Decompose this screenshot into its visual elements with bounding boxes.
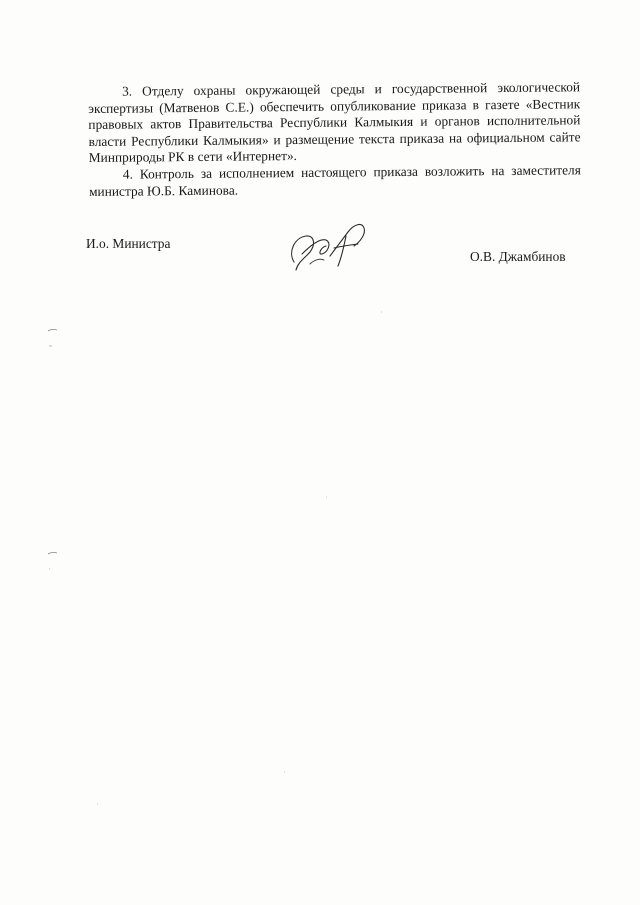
signatory-name: О.В. Джамбинов bbox=[470, 249, 566, 264]
scan-speck bbox=[48, 328, 57, 332]
order-body bbox=[88, 79, 581, 200]
scan-speck bbox=[48, 551, 57, 555]
order-item-4: 4. Контроль за исполнением настоящего приказа возложить на заместителя министра Ю.Б. Каминова. bbox=[88, 162, 581, 199]
handwritten-signature bbox=[280, 218, 378, 276]
scan-speck bbox=[96, 802, 105, 806]
scan-speck bbox=[380, 310, 389, 314]
scan-speck bbox=[283, 770, 292, 774]
signatory-position: И.о. Министра bbox=[86, 236, 171, 251]
scan-speck bbox=[48, 567, 57, 571]
scan-speck bbox=[48, 344, 57, 348]
order-item-3: 3. Отделу охраны окружающей среды и государственной экологической экспертизы (Матвенов С.Е.) обеспечить опубликование приказа в газете «Вестник правовых актов Правительства Республики Калмыкия и органов исполнительной власти Республики Калмыкия» и размещение текста приказа на официальном сайте Минприроды РК в сети «Интернет». bbox=[88, 79, 581, 166]
scan-speck bbox=[325, 495, 334, 499]
